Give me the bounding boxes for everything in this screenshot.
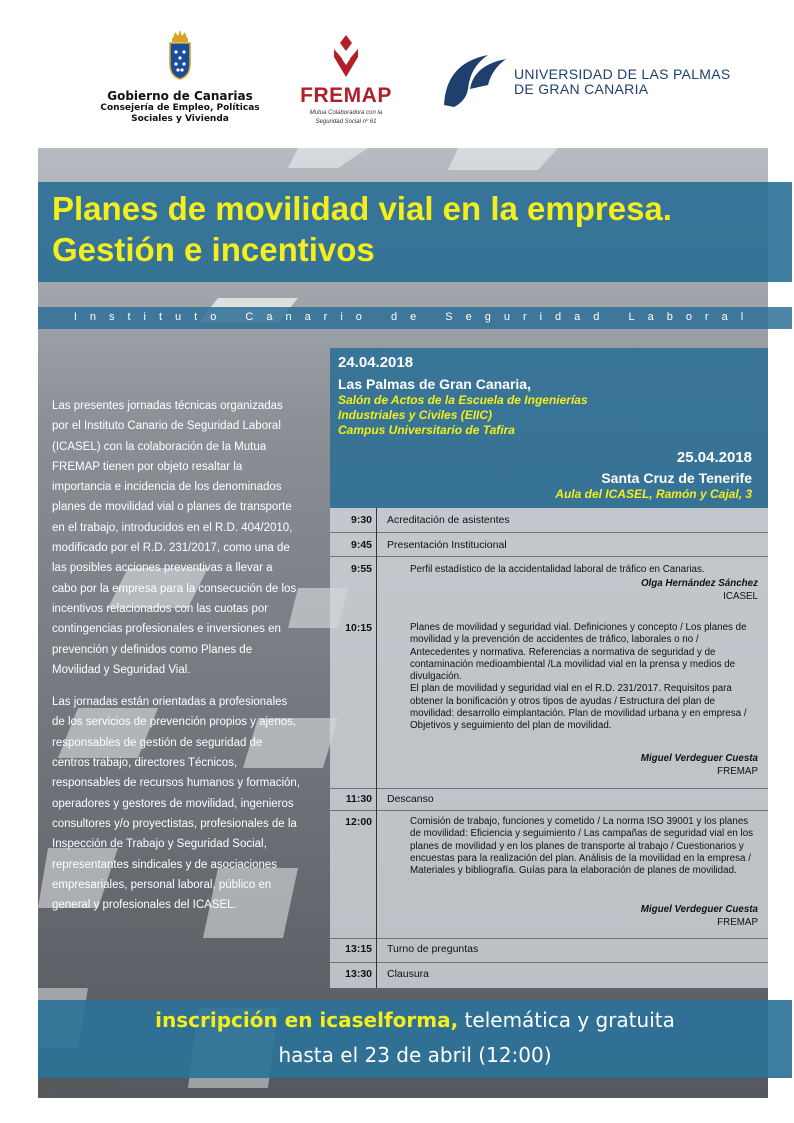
speaker-name: Miguel Verdeguer Cuesta [640, 753, 758, 764]
session-text [410, 622, 758, 733]
speaker-org: FREMAP [717, 765, 758, 777]
program-rule [330, 938, 768, 939]
session-time: 13:15 [345, 943, 372, 955]
registration-line-1 [38, 1008, 792, 1032]
photo-credit: mañguerol (Berlín 2013) [38, 1083, 114, 1090]
session-text-part-1: Planes de movilidad y seguridad vial. Definiciones y concepto / Los planes de movilidad y la prevención de accidentes de tráfico, laborales o no / Antecedentes y normativa. Referencias a normativa de seguridad y de contaminación medioambiental /La movilidad vial en la prensa y medios de divulgación. [410, 622, 747, 683]
first-venue-line-3: Campus Universitario de Tafira [338, 423, 515, 437]
gobierno-name: Gobierno de Canarias [107, 89, 253, 103]
first-venue-line-2: Industriales y Civiles (EIIC) [338, 408, 493, 422]
session-time: 10:15 [345, 622, 372, 634]
fremap-name: FREMAP [300, 84, 392, 107]
speaker-org: ICASEL [723, 590, 758, 602]
ulpgc-logo [440, 45, 740, 115]
title-line-1: Planes de movilidad vial en la empresa. [52, 190, 672, 227]
first-venue-line-1: Salón de Actos de la Escuela de Ingenierías [338, 393, 588, 407]
ulpgc-mark-icon [440, 45, 510, 111]
crown-crest-icon [166, 30, 194, 80]
registration-deadline: hasta el 23 de abril (12:00) [278, 1043, 552, 1067]
fremap-sub-1: Mutua Colaboradora con la [309, 110, 383, 116]
program-rule [330, 532, 768, 533]
fremap-logo [292, 35, 400, 126]
first-venue [338, 393, 588, 438]
session-label: Clausura [387, 968, 430, 980]
speaker-org: FREMAP [717, 916, 758, 928]
speaker-name: Miguel Verdeguer Cuesta [640, 904, 758, 915]
description-paragraph-2: Las jornadas están orientadas a profesionales de los servicios de prevención propios y ajenos, responsables de gestión de seguridad de centros trabajo, directores Técnicos, responsables de recursos humanos y formación, operadores y gestores de movilidad, ingenieros consultores y/o proyectistas, profesionales de la Inspección de Trabajo y Seguridad Social, representantes sindicales y de asociaciones empresariales, personal laboral, público en general y profesionales del ICASEL. [52, 696, 301, 912]
program-divider [376, 508, 377, 988]
session-label: Acreditación de asistentes [387, 514, 510, 526]
session-time: 9:55 [350, 563, 372, 575]
session-label: Descanso [387, 793, 434, 805]
program-rule [330, 962, 768, 963]
session-time: 11:30 [345, 793, 372, 805]
gobierno-canarias-logo [100, 30, 260, 125]
session-text: Perfil estadístico de la accidentalidad laboral de tráfico en Canarias. [410, 564, 705, 575]
consejeria-line-1: Consejería de Empleo, Políticas [100, 103, 260, 113]
session-text-part-2: El plan de movilidad y seguridad vial en el R.D. 231/2017. Requisitos para obtener la bonificación y otros tipos de ayudas / Estructura del plan de movilidad: desarrollo eimplantación. Plan de movilidad urbana y en empresa / Objetivos y seguimiento del plan de movilidad. [410, 683, 747, 732]
first-city: Las Palmas de Gran Canaria, [338, 376, 531, 392]
session-label: Presentación Institucional [387, 539, 507, 551]
session-speaker [641, 578, 758, 603]
consejeria-line-2: Sociales y Vivienda [131, 114, 229, 124]
second-venue: Aula del ICASEL, Ramón y Cajal, 3 [555, 487, 752, 501]
fremap-mark-icon [331, 35, 361, 77]
program-rule [330, 810, 768, 811]
description-paragraph-1: Las presentes jornadas técnicas organizadas por el Instituto Canario de Seguridad Laboral (ICASEL) con la colaboración de la Mutua FREMAP tienen por objeto resaltar la importancia e incidencia de los denominados planes de movilidad vial o planes de transporte en el trabajo, introducidos en el R.D. 404/2010, modificado por el R.D. 231/2017, como una de las posibles acciones preventivas a llevar a cabo por la empresa para la consecución de los incentivos relacionados con las cuotas por contingencias profesionales e inversiones en prevención y definidos como Planes de Movilidad y Seguridad Vial. [52, 400, 297, 676]
session-label: Turno de preguntas [387, 943, 479, 955]
program-rule [330, 788, 768, 789]
session-time: 13:30 [345, 968, 372, 980]
ulpgc-name [514, 67, 731, 97]
session-speaker [641, 753, 758, 778]
session-time: 12:00 [345, 816, 372, 828]
registration-info: telemática y gratuita [458, 1008, 675, 1032]
title-line-2: Gestión e incentivos [52, 231, 375, 268]
fremap-sub-2: Seguridad Social nº 61 [315, 119, 377, 125]
first-date: 24.04.2018 [338, 354, 414, 371]
second-city: Santa Cruz de Tenerife [601, 470, 752, 486]
ulpgc-line-2: DE GRAN CANARIA [514, 81, 649, 97]
session-time: 9:45 [350, 539, 372, 551]
page-title [52, 188, 782, 270]
ulpgc-line-1: UNIVERSIDAD DE LAS PALMAS [514, 66, 731, 82]
institute-name: Instituto Canario de Seguridad Laboral [73, 311, 757, 323]
second-date: 25.04.2018 [676, 449, 752, 466]
session-speaker [641, 904, 758, 929]
speaker-name: Olga Hernández Sánchez [640, 578, 758, 589]
registration-link[interactable]: inscripción en icaselforma, [155, 1008, 459, 1032]
session-text: Comisión de trabajo, funciones y cometido / La norma ISO 39001 y los planes de movilidad: Eficiencia y seguimiento / Las campañas de seguridad vial en los planes de movilidad y en los planes de transporte al trabajo / Cuestionarios y encuestas para la realización del plan. Análisis de la movilidad en la empresa / Materiales y bibliografía. Guías para la elaboración de planes de movilidad. [410, 816, 754, 877]
event-description [52, 396, 300, 927]
program-rule [330, 556, 768, 557]
session-time: 9:30 [350, 514, 372, 526]
